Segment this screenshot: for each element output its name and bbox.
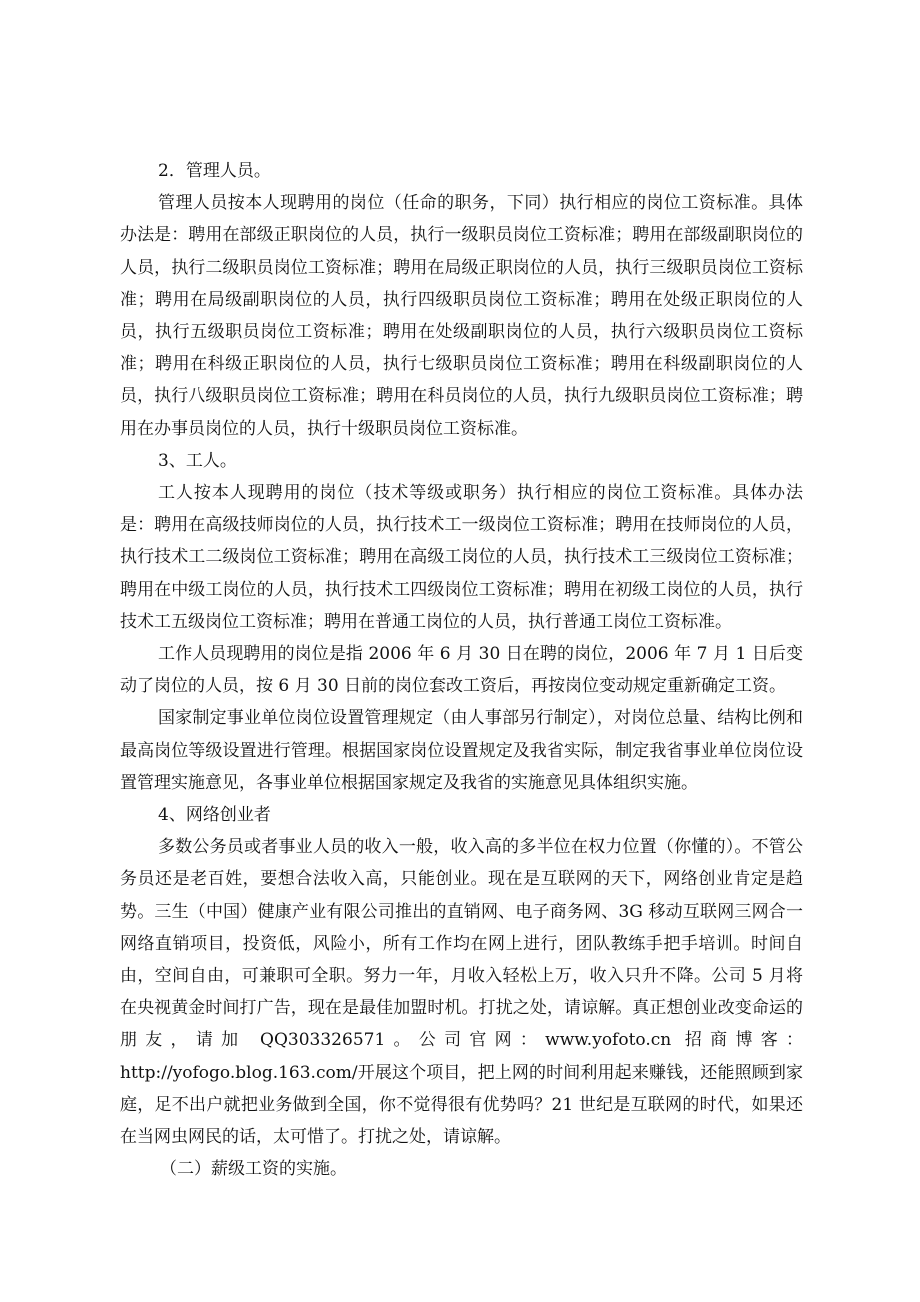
paragraph-online-entrepreneur: 多数公务员或者事业人员的收入一般，收入高的多半位在权力位置（你懂的）。不管公务员还是老百姓，要想合法收入高，只能创业。现在是互联网的天下，网络创业肯定是趋势。三生（中国）健康产业有限公司推出的直销网、电子商务网、3G 移动互联网三网合一网络直销项目，投资低，风险小，所有工作均在网上进行，团队教练手把手培训。时间自由，空间自由，可兼职可全职。努力一年，月收入轻松上万，收入只升不降。公司 5 月将在央视黄金时间打广告，现在是最佳加盟时机。打扰之处，请谅解。真正想创业改变命运的朋友，请加 QQ303326571。公司官网：www.yofoto.cn 招商博客：http://yofogo.blog.163.com/开展这个项目，把上网的时间利用起来赚钱，还能照顾到家庭，足不出户就把业务做到全国，你不觉得很有优势吗？21 世纪是互联网的时代，如果还在当网虫网民的话，太可惜了。打扰之处，请谅解。: [120, 837, 803, 1148]
heading-online-entrepreneur: 4、网络创业者: [158, 805, 271, 826]
paragraph-management-staff: 管理人员按本人现聘用的岗位（任命的职务，下同）执行相应的岗位工资标准。具体办法是：聘用在部级正职岗位的人员，执行一级职员岗位工资标准；聘用在部级副职岗位的人员，执行二级职员岗位工资标准；聘用在局级正职岗位的人员，执行三级职员岗位工资标准；聘用在局级副职岗位的人员，执行四级职员岗位工资标准；聘用在处级正职岗位的人员，执行五级职员岗位工资标准；聘用在处级副职岗位的人员，执行六级职员岗位工资标准；聘用在科级正职岗位的人员，执行七级职员岗位工资标准；聘用在科级副职岗位的人员，执行八级职员岗位工资标准；聘用在科员岗位的人员，执行九级职员岗位工资标准；聘用在办事员岗位的人员，执行十级职员岗位工资标准。: [120, 193, 803, 439]
paragraph-current-post: 工作人员现聘用的岗位是指 2006 年 6 月 30 日在聘的岗位，2006 年 7 月 1 日后变动了岗位的人员，按 6 月 30 日前的岗位套改工资后，再按岗位变动规定重新确定工资。: [120, 644, 803, 697]
heading-workers: 3、工人。: [158, 450, 237, 471]
heading-management-staff: 2．管理人员。: [158, 161, 271, 181]
heading-salary-scale: （二）薪级工资的实施。: [160, 1159, 347, 1180]
document-body: [120, 155, 803, 1186]
paragraph-workers: 工人按本人现聘用的岗位（技术等级或职务）执行相应的岗位工资标准。具体办法是：聘用在高级技师岗位的人员，执行技术工一级岗位工资标准；聘用在技师岗位的人员，执行技术工二级岗位工资标准；聘用在高级工岗位的人员，执行技术工三级岗位工资标准；聘用在中级工岗位的人员，执行技术工四级岗位工资标准；聘用在初级工岗位的人员，执行技术工五级岗位工资标准；聘用在普通工岗位的人员，执行普通工岗位工资标准。: [120, 483, 803, 632]
paragraph-post-setting: 国家制定事业单位岗位设置管理规定（由人事部另行制定），对岗位总量、结构比例和最高岗位等级设置进行管理。根据国家岗位设置规定及我省实际，制定我省事业单位岗位设置管理实施意见，各事业单位根据国家规定及我省的实施意见具体组织实施。: [120, 708, 803, 793]
